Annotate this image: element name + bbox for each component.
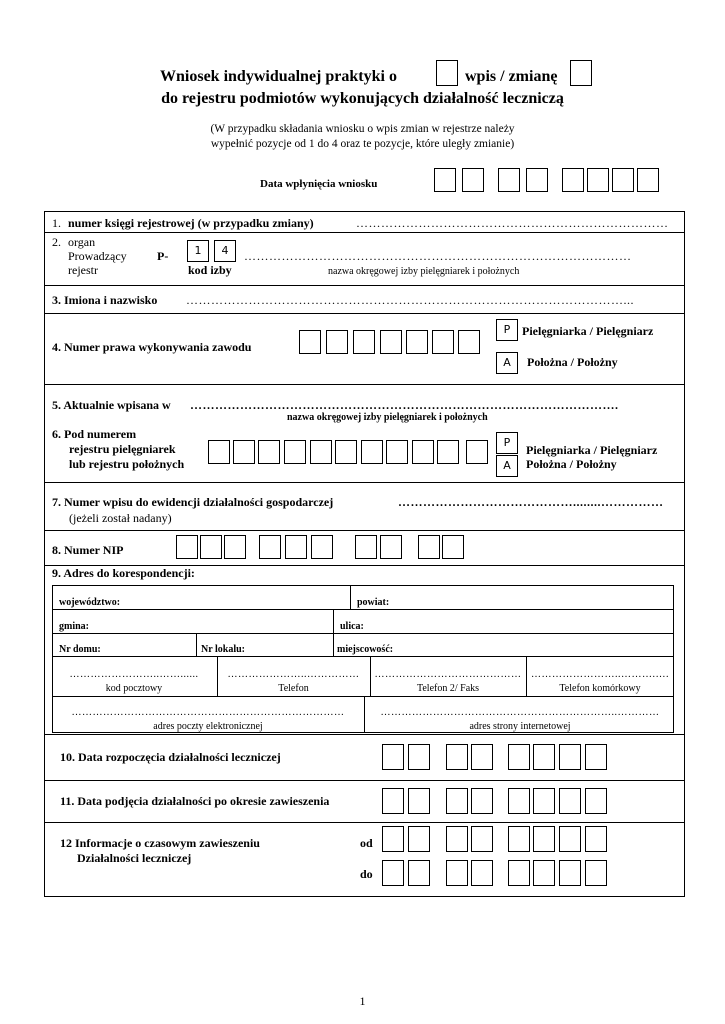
date-box[interactable]	[559, 788, 581, 814]
s2-line1: organ	[68, 235, 96, 249]
phone-label: Telefon	[278, 683, 309, 694]
digit-box[interactable]	[380, 330, 402, 354]
note-line1: (W przypadku składania wniosku o wpis zmian w rejestrze należy	[210, 123, 515, 135]
date-box[interactable]	[498, 168, 520, 192]
nip-digit-box[interactable]	[355, 535, 377, 559]
date-box[interactable]	[559, 826, 581, 852]
mobile-label: Telefon komórkowy	[559, 683, 641, 694]
email-label: adres poczty elektronicznej	[153, 721, 263, 732]
date-box[interactable]	[585, 826, 607, 852]
date-box[interactable]	[471, 744, 493, 770]
digit-box[interactable]	[310, 440, 332, 464]
current-chamber-field[interactable]: ………………………………………………………………………………………….	[190, 398, 619, 412]
s1-label: numer księgi rejestrowej (w przypadku zmiany)	[68, 216, 314, 230]
nip-digit-box[interactable]	[224, 535, 246, 559]
note-line2: wypełnić pozycje od 1 do 4 oraz te pozycje, które uległy zmianie)	[210, 138, 515, 150]
business-registry-field[interactable]: ……………………………………........……………	[398, 495, 664, 509]
s11-label: 11. Data podjęcia działalności po okresie zawieszenia	[60, 794, 330, 808]
s12-line2: Działalności leczniczej	[77, 851, 192, 865]
profession-code-p[interactable]: P	[496, 319, 518, 341]
s5-caption: nazwa okręgowej izby pielęgniarek i położnych	[287, 412, 488, 423]
date-box[interactable]	[446, 826, 468, 852]
website-field[interactable]: …………………………………………………………..…………	[380, 707, 660, 718]
s2-prefix: P-	[157, 249, 169, 263]
postal-code-field[interactable]: ……………………..……......	[69, 669, 199, 680]
date-box[interactable]	[559, 860, 581, 886]
s6-line2: rejestru pielęgniarek	[69, 442, 176, 456]
s9-label: 9. Adres do korespondencji:	[52, 566, 195, 580]
chamber-code-digit-1[interactable]: 1	[187, 240, 209, 262]
date-box[interactable]	[508, 826, 530, 852]
flat-number-label: Nr lokalu:	[201, 644, 245, 655]
website-label: adres strony internetowej	[469, 721, 571, 732]
s8-label: 8. Numer NIP	[52, 543, 124, 557]
s1-num: 1.	[52, 216, 61, 230]
s7-label: 7. Numer wpisu do ewidencji działalności gospodarczej	[52, 495, 334, 509]
phone2-field[interactable]: ……………………………………	[374, 669, 522, 680]
date-box[interactable]	[408, 744, 430, 770]
checkbox-entry[interactable]	[436, 60, 458, 86]
digit-box[interactable]	[208, 440, 230, 464]
date-box[interactable]	[585, 860, 607, 886]
date-box[interactable]	[382, 860, 404, 886]
nip-digit-box[interactable]	[380, 535, 402, 559]
digit-box[interactable]	[284, 440, 306, 464]
digit-box[interactable]	[353, 330, 375, 354]
date-box[interactable]	[526, 168, 548, 192]
date-box[interactable]	[382, 788, 404, 814]
full-name-field[interactable]: ……………………………………………………………………………………………...	[186, 293, 634, 307]
suspension-to-label: do	[360, 867, 373, 881]
date-box[interactable]	[471, 788, 493, 814]
registry-book-number-field[interactable]: …………………………………………………………………	[356, 216, 669, 230]
date-box[interactable]	[408, 788, 430, 814]
commune-label: gmina:	[59, 621, 89, 632]
locality-label: miejscowość:	[337, 644, 394, 655]
s12-line1: 12 Informacje o czasowym zawieszeniu	[60, 836, 260, 850]
phone-field[interactable]: …………………..……………	[227, 669, 360, 680]
date-box[interactable]	[533, 744, 555, 770]
title-line2: do rejestru podmiotów wykonujących działalność leczniczą	[161, 90, 564, 107]
s4-option-a: Położna / Położny	[527, 355, 618, 369]
date-box[interactable]	[533, 788, 555, 814]
date-box[interactable]	[471, 826, 493, 852]
email-field[interactable]: ……………………………………………………………………	[71, 707, 345, 718]
s5-label: 5. Aktualnie wpisana w	[52, 398, 171, 412]
s4-label: 4. Numer prawa wykonywania zawodu	[52, 340, 252, 354]
date-box[interactable]	[471, 860, 493, 886]
digit-box[interactable]	[233, 440, 255, 464]
checkbox-change[interactable]	[570, 60, 592, 86]
date-box[interactable]	[382, 744, 404, 770]
date-box[interactable]	[587, 168, 609, 192]
digit-box[interactable]	[361, 440, 383, 464]
registry-body-field[interactable]: …………………………………………………………………………………	[244, 249, 632, 263]
s7-sub: (jeżeli został nadany)	[69, 511, 172, 525]
digit-box[interactable]	[386, 440, 408, 464]
digit-box[interactable]	[335, 440, 357, 464]
s2-caption: nazwa okręgowej izby pielęgniarek i położnych	[328, 266, 520, 277]
date-box[interactable]	[408, 826, 430, 852]
mobile-field[interactable]: ……………………..……….….	[531, 669, 669, 680]
s6-option-a: Położna / Położny	[526, 457, 617, 471]
date-box[interactable]	[508, 860, 530, 886]
date-box[interactable]	[508, 744, 530, 770]
digit-box[interactable]	[432, 330, 454, 354]
digit-box[interactable]	[466, 440, 488, 464]
digit-box[interactable]	[437, 440, 459, 464]
date-box[interactable]	[585, 744, 607, 770]
nip-digit-box[interactable]	[259, 535, 281, 559]
chamber-code-digit-2[interactable]: 4	[214, 240, 236, 262]
nip-digit-box[interactable]	[418, 535, 440, 559]
nip-digit-box[interactable]	[442, 535, 464, 559]
date-box[interactable]	[434, 168, 456, 192]
date-box[interactable]	[533, 826, 555, 852]
suspension-from-label: od	[360, 836, 373, 850]
date-box[interactable]	[408, 860, 430, 886]
date-box[interactable]	[559, 744, 581, 770]
digit-box[interactable]	[299, 330, 321, 354]
s3-label: 3. Imiona i nazwisko	[52, 293, 158, 307]
date-box[interactable]	[562, 168, 584, 192]
district-label: powiat:	[357, 597, 390, 608]
digit-box[interactable]	[406, 330, 428, 354]
date-box[interactable]	[382, 826, 404, 852]
chamber-code-label: kod izby	[188, 263, 232, 277]
date-box[interactable]	[508, 788, 530, 814]
s10-label: 10. Data rozpoczęcia działalności leczniczej	[60, 750, 281, 764]
title-line1-a: Wniosek indywidualnej praktyki o	[160, 68, 397, 85]
s2-line3: rejestr	[68, 263, 98, 277]
nip-digit-box[interactable]	[176, 535, 198, 559]
date-box[interactable]	[585, 788, 607, 814]
date-box[interactable]	[446, 744, 468, 770]
digit-box[interactable]	[458, 330, 480, 354]
date-box[interactable]	[446, 860, 468, 886]
nip-digit-box[interactable]	[200, 535, 222, 559]
phone2-label: Telefon 2/ Faks	[416, 683, 480, 694]
date-box[interactable]	[446, 788, 468, 814]
date-box[interactable]	[612, 168, 634, 192]
page-number: 1	[359, 994, 366, 1008]
title-line1-b: wpis / zmianę	[465, 68, 558, 85]
s4-option-p: Pielęgniarka / Pielęgniarz	[522, 324, 654, 338]
s6-option-p: Pielęgniarka / Pielęgniarz	[526, 443, 658, 457]
received-date-label: Data wpłynięcia wniosku	[260, 178, 378, 190]
date-box[interactable]	[533, 860, 555, 886]
voivodeship-label: województwo:	[59, 597, 121, 608]
date-box[interactable]	[462, 168, 484, 192]
profession-code-a[interactable]: A	[496, 352, 518, 374]
postal-code-label: kod pocztowy	[105, 683, 163, 694]
s2-num: 2.	[52, 235, 61, 249]
register-code-p[interactable]: P	[496, 432, 518, 454]
digit-box[interactable]	[326, 330, 348, 354]
nip-digit-box[interactable]	[311, 535, 333, 559]
digit-box[interactable]	[412, 440, 434, 464]
s6-line3: lub rejestru położnych	[69, 457, 185, 471]
house-number-label: Nr domu:	[59, 644, 101, 655]
s6-line1: 6. Pod numerem	[52, 427, 137, 441]
register-code-a[interactable]: A	[496, 455, 518, 477]
date-box[interactable]	[637, 168, 659, 192]
s2-line2: Prowadzący	[68, 249, 127, 263]
street-label: ulica:	[340, 621, 364, 632]
nip-digit-box[interactable]	[285, 535, 307, 559]
digit-box[interactable]	[258, 440, 280, 464]
